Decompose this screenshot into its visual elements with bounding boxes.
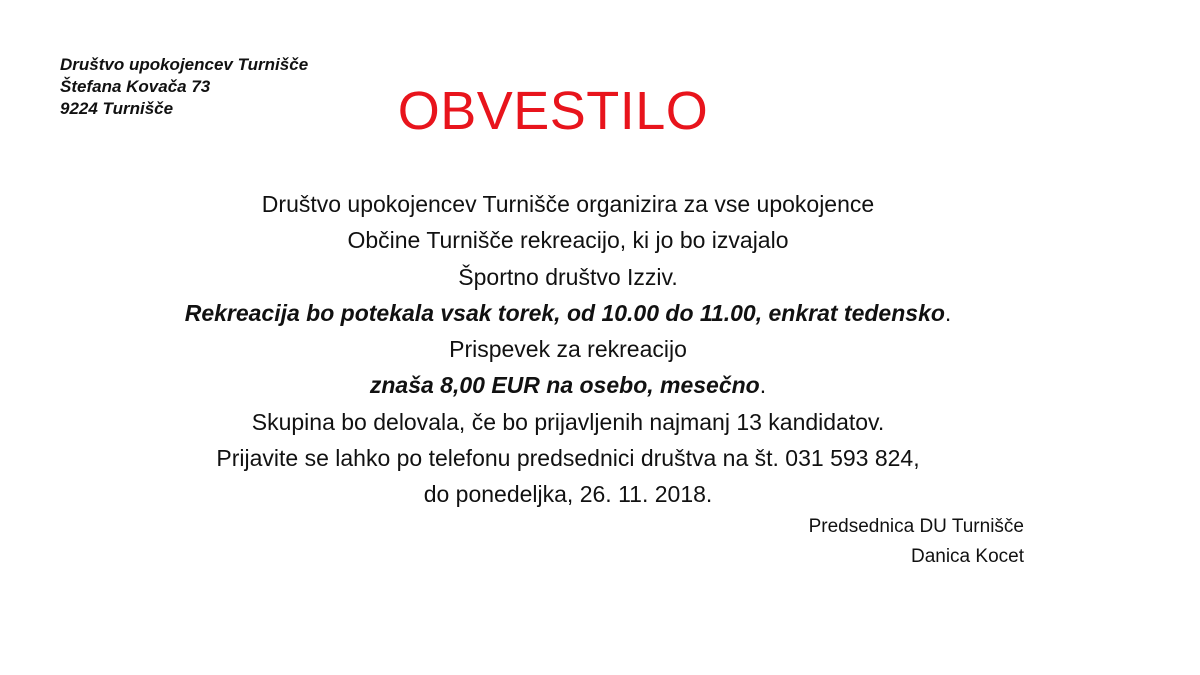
body-line-7: Skupina bo delovala, če bo prijavljenih najmanj 13 kandidatov. (251, 408, 885, 435)
sender-street: Štefana Kovača 73 (60, 77, 211, 96)
signature-role: Predsednica DU Turnišče (808, 516, 1024, 537)
body-line-8: Prijavite se lahko po telefonu predsednici društva na št. 031 593 824, (216, 445, 920, 472)
signature-block (809, 512, 1024, 572)
fee-emphasis: znaša 8,00 EUR na osebo, mesečno (369, 372, 760, 399)
body-line-5: Prispevek za rekreacijo (449, 336, 687, 363)
sender-city: 9224 Turnišče (60, 99, 174, 118)
body-line-4 (0, 295, 1136, 331)
body-line-3: Športno društvo Izziv. (458, 263, 678, 290)
notice-title: OBVESTILO (397, 81, 709, 141)
notice-body (0, 186, 1136, 513)
body-line-6 (0, 367, 1136, 403)
body-line-1: Društvo upokojencev Turnišče organizira za vse upokojence (261, 191, 875, 217)
schedule-emphasis: Rekreacija bo potekala vsak torek, od 10.00 do 11.00, enkrat tedensko (184, 299, 945, 326)
fee-period: . (759, 372, 767, 399)
sender-name: Društvo upokojencev Turnišče (60, 55, 309, 74)
schedule-period: . (944, 299, 952, 326)
body-line-2: Občine Turnišče rekreacijo, ki jo bo izvajalo (347, 227, 789, 254)
signature-name: Danica Kocet (910, 546, 1024, 567)
body-line-9: do ponedeljka, 26. 11. 2018. (423, 481, 713, 508)
